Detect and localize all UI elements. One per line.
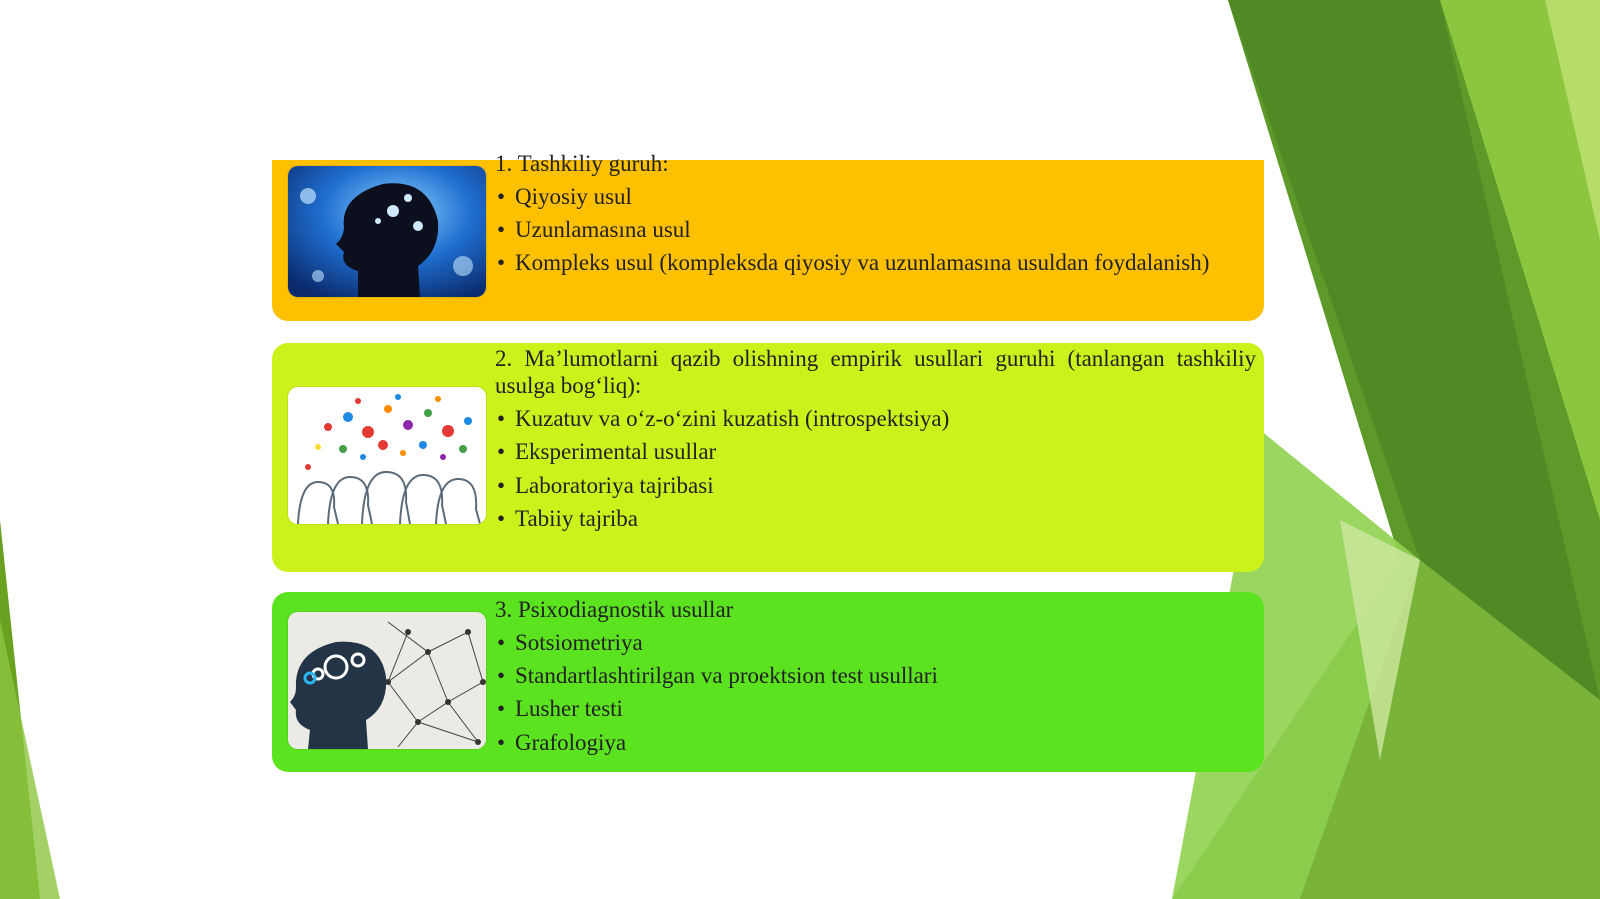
gears-head-image (288, 612, 486, 749)
method-list (495, 629, 1256, 756)
list-item: • Standartlashtirilgan va proektsion test usullari (497, 663, 938, 689)
gears-head-icon (288, 612, 486, 749)
method-card-psychodiagnostic (272, 592, 1264, 772)
card-heading: 2. Ma’lumotlarni qazib olishning empirik usullari guruhi (tanlangan tashkiliy usulga bog‘liq): (495, 346, 1256, 399)
card-heading: 1. Tashkiliy guruh: (495, 151, 669, 176)
brain-head-icon (288, 166, 486, 297)
list-item: • Grafologiya (497, 729, 627, 755)
method-list (495, 183, 1256, 276)
list-item: • Qiyosiy usul (497, 184, 632, 210)
crowd-heads-icon (288, 387, 486, 524)
list-item: • Uzunlamasına usul (497, 217, 691, 243)
brain-head-image (288, 166, 486, 297)
list-item: • Lusher testi (497, 696, 623, 722)
card-heading: 3. Psixodiagnostik usullar (495, 597, 734, 622)
list-item: • Eksperimental usullar (497, 439, 717, 465)
list-item: • Tabiiy tajriba (497, 505, 638, 531)
list-item: • Kompleks usul (kompleksda qiyosiy va uzunlamasına usuldan foydalanish) (497, 250, 1210, 276)
method-card-organizational (272, 151, 1264, 321)
crowd-heads-image (288, 387, 486, 524)
list-item: • Sotsiometriya (497, 630, 643, 656)
list-item: • Kuzatuv va o‘z-o‘zini kuzatish (introspektsiya) (497, 406, 950, 432)
method-list (495, 405, 1256, 532)
list-item: • Laboratoriya tajribasi (497, 472, 714, 498)
method-card-empirical (272, 343, 1264, 572)
